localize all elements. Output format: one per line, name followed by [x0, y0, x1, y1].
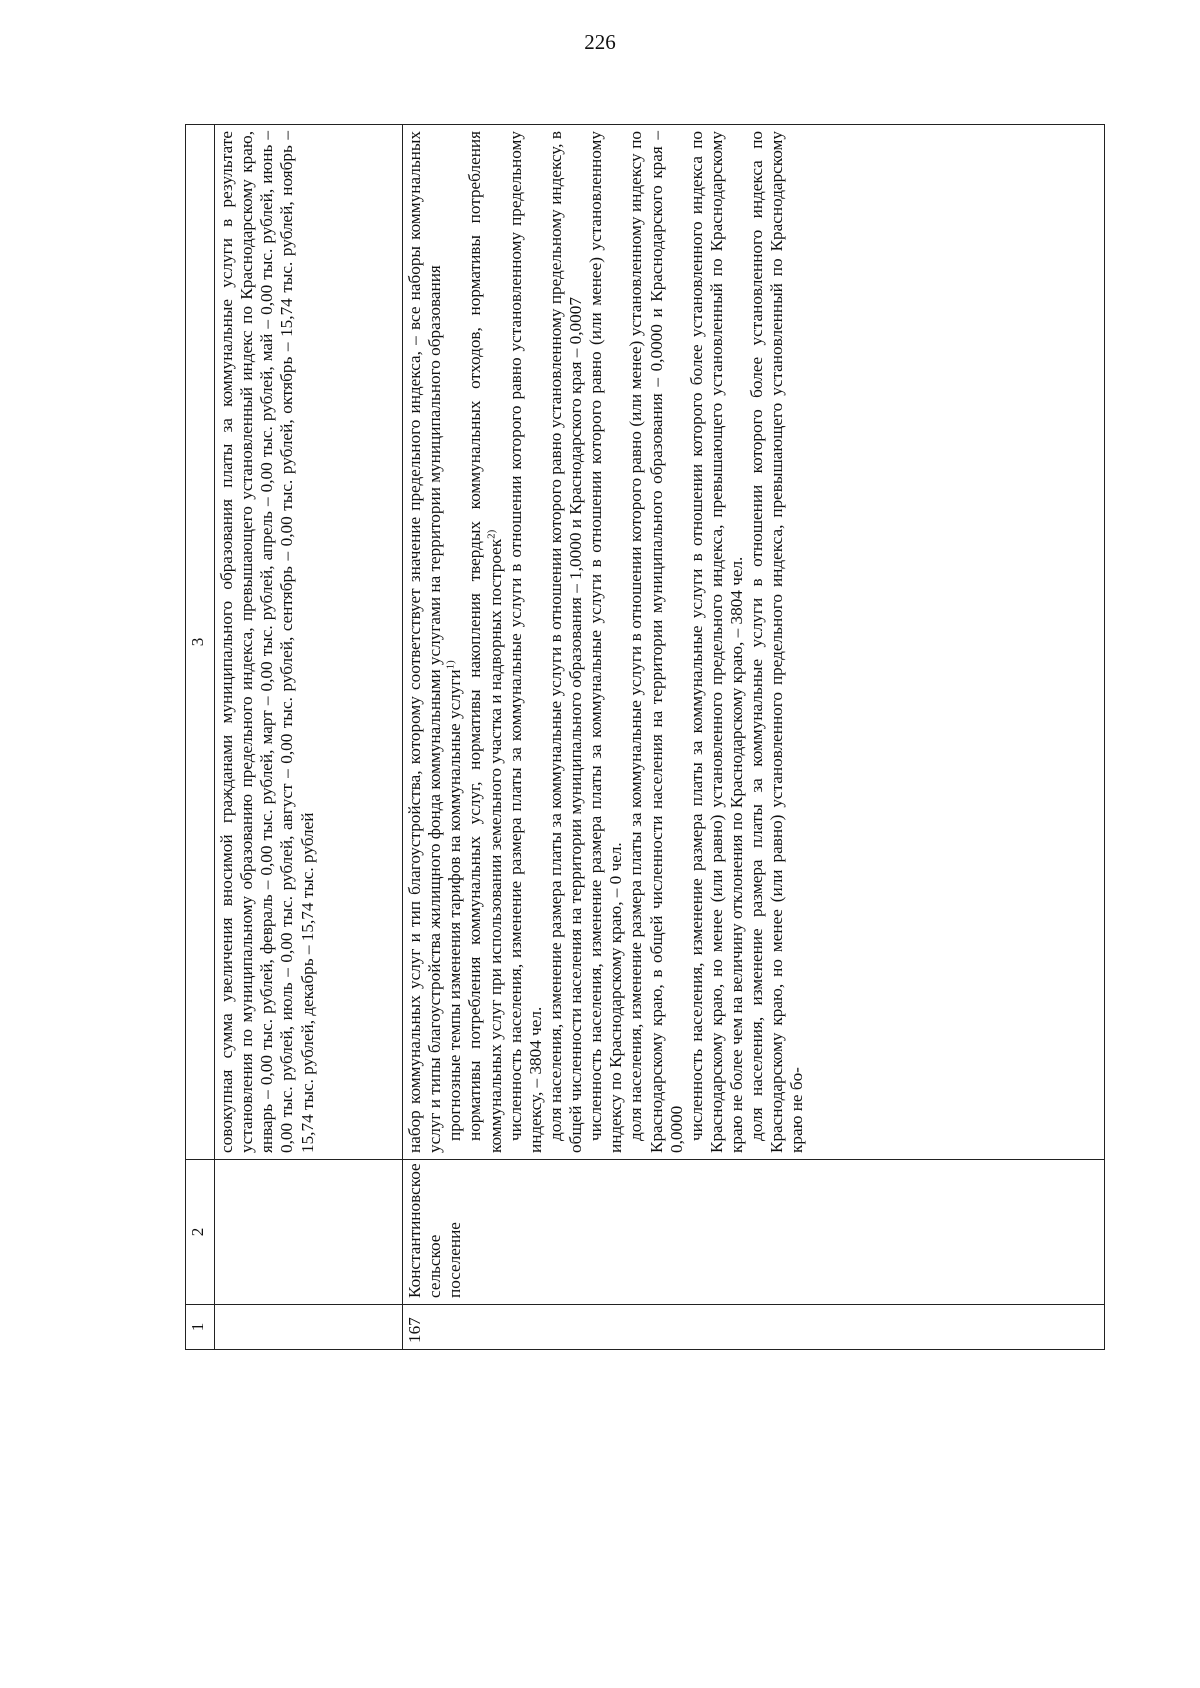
content-paragraph: численность населения, изменение размера платы за коммунальные услуги в отношении которого равно (или менее) установленному индексу по Краснодарскому краю, – 0 чел. [586, 131, 626, 1153]
content-paragraph: совокупная сумма увеличения вносимой гражданами муниципального образования платы за коммунальные услуги в результате установления по муниципальному образованию предельного индекса, превышающего установленный индекс по Краснодарскому краю, январь – 0,00 тыс. рублей, февраль – 0,00 тыс. рублей, март – 0,00 тыс. рублей, апрель – 0,00 тыс. рублей, май – 0,00 тыс. рублей, июнь – 0,00 тыс. рублей, июль – 0,00 тыс. рублей, август – 0,00 тыс. рублей, сентябрь – 0,00 тыс. рублей, октябрь – 15,74 тыс. рублей, ноябрь – 15,74 тыс. рублей, декабрь – 15,74 тыс. рублей [217, 131, 317, 1153]
content-paragraph: набор коммунальных услуг и тип благоустройства, которому соответствует значение предельного индекса, – все наборы коммунальных услуг и типы благоустройства жилищного фонда коммунальными услугами на территории муниципального образования [405, 131, 445, 1153]
content-cell [215, 125, 403, 1160]
column-header-3: 3 [186, 125, 215, 1160]
content-paragraph: доля населения, изменение размера платы за коммунальные услуги в отношении которого равно (или менее) установленному индексу по Краснодарскому краю, в общей численности населения на территории муниципального образования – 0,0000 и Краснодарского края – 0,0000 [626, 131, 686, 1153]
footnote-marker: 1) [444, 660, 457, 670]
table-row [215, 125, 403, 1350]
row-number-cell [215, 1305, 403, 1350]
document-table [185, 124, 1105, 1350]
column-header-2: 2 [186, 1160, 215, 1305]
footnote-marker: 2) [484, 529, 497, 539]
rotated-table-container [185, 125, 1105, 1350]
table-header-row [186, 125, 215, 1350]
page-number: 226 [584, 30, 616, 54]
content-paragraph: доля населения, изменение размера платы за коммунальные услуги в отношении которого более установленного индекса по Краснодарскому краю, но менее (или равно) установленного предельного индекса, превышающего установленный по Краснодарскому краю не бо- [747, 131, 807, 1153]
column-header-1: 1 [186, 1305, 215, 1350]
content-paragraph: численность населения, изменение размера платы за коммунальные услуги в отношении которого более установленного индекса по Краснодарскому краю, но менее (или равно) установленного предельного индекса, превышающего установленный по Краснодарскому краю не более чем на величину отклонения по Краснодарскому краю, – 3804 чел. [686, 131, 746, 1153]
table-row [403, 125, 1105, 1350]
content-cell [403, 125, 1105, 1160]
content-paragraph: прогнозные темпы изменения тарифов на коммунальные услуги$^{1)}$ [444, 660, 465, 1141]
municipality-name-cell: Константиновское сельское поселение [403, 1160, 1105, 1305]
content-paragraph: доля населения, изменение размера платы за коммунальные услуги в отношении которого равно установленному предельному индексу, в общей численности населения на территории муниципального образования – 1,0000 и Краснодарского края – 0,0007 [545, 131, 585, 1153]
row-number-cell: 167 [403, 1305, 1105, 1350]
content-paragraph: нормативы потребления коммунальных услуг, нормативы накопления твердых коммунальных отходов, нормативы потребления коммунальных услуг при использовании земельного участка и надворных построек$^{2)}$ [465, 131, 505, 1153]
municipality-name-cell [215, 1160, 403, 1305]
content-paragraph: численность населения, изменение размера платы за коммунальные услуги в отношении которого равно установленному предельному индексу, – 3804 чел. [505, 131, 545, 1153]
